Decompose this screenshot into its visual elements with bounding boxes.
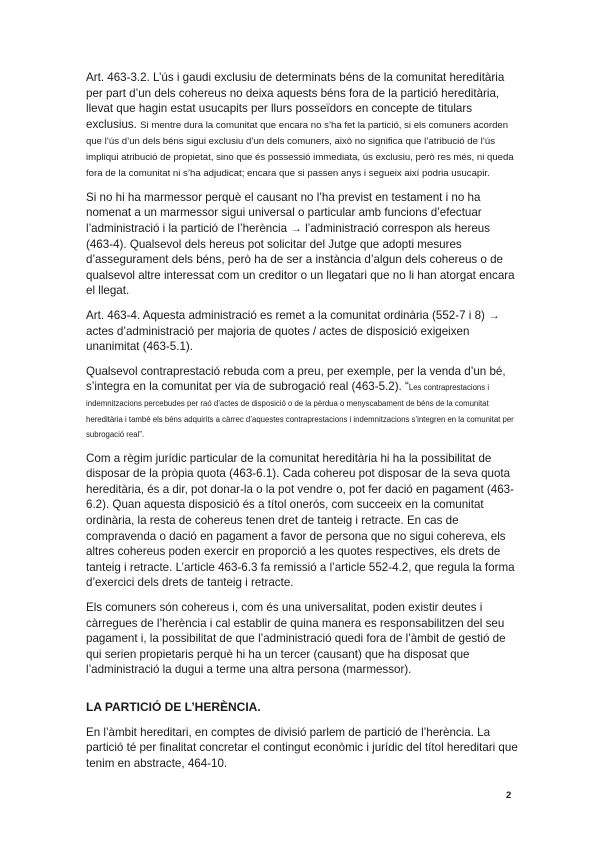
paragraph-note: Si mentre dura la comunitat que encara no s’ha fet la partició, si els comuners acorden que l’ús d’un dels béns sigui exclusiu d’un dels comuners, això no significa que l’atribució de l’ús impliqui atribució de propietat, sino que és possessió immediata, ús exclusiu, però res més, ni queda fora de la comunitat ni s’ha adjudicat; encara que si passen anys i segueix així podria usucapir. [86,119,514,179]
paragraph-text: Qualsevol contraprestació rebuda com a preu, per exemple, per la venda d’un bé, s’integra en la comunitat per via de subrogació real (463-5.2). “ [86,364,506,394]
paragraph-art-463-4: Art. 463-4. Aquesta administració es remet a la comunitat ordinària (552-7 i 8) → actes d’administració per majoria de quotes / actes de disposició exigeixen unanimitat (463-5.1). [86,308,500,354]
document-body [86,70,518,780]
paragraph-text: Art. 463-3.2. L’ús i gaudi exclusiu de determinats béns de la comunitat hereditària per part d’un dels cohereus no deixa aquests béns fora de la partició hereditària, llevat que hagin estat usucapits per llurs posseïdors en concepte de titulars exclusius. [86,71,505,131]
page-number: 2 [506,790,512,801]
paragraph-quote: Les contraprestacions i indemnitzacions percebudes per raó d’actes de disposició o de la pèrdua o menyscabament de béns de la comunitat hereditària i també els béns adquirits a càrrec d’aquestes contraprestacions i indemnitzacions s’integren en la comunitat per subrogació real”. [86,383,514,440]
section-heading: LA PARTICIÓ DE L’HERÈNCIA. [86,700,261,714]
paragraph-particio: En l’àmbit hereditari, en comptes de divisió parlem de partició de l’herència. La partició té per finalitat concretar el contingut econòmic i jurídic del títol hereditari que tenim en abstracte, 464-10. [86,725,518,770]
paragraph-art-463-3 [86,70,518,181]
paragraph-comuners: Els comuners són cohereus i, com és una universalitat, poden existir deutes i càrregues de l’herència i cal establir de quina manera es responsabilitzen del seu pagament i, la possibilitat de que l’administració quedi fora de l’àmbit de gestió de qui serien propietaris perquè hi ha un tercer (causant) que ha disposat que l’administració la dugui a terme una altra persona (marmessor). [86,601,506,677]
paragraph-regim-juridic: Com a règim jurídic particular de la comunitat hereditària hi ha la possibilitat de disposar de la pròpia quota (463-6.1). Cada cohereu pot disposar de la seva quota hereditària, és a dir, pot donar-la o la pot vendre o, pot fer dació en pagament (463-6.2). Quan aquesta disposició és a títol onerós, com succeeix en la comunitat ordinària, la resta de cohereus tenen dret de tanteig i retracte. En cas de compravenda o dació en pagament a favor de persona que no sigui cohereva, els altres cohereus poden exercir en proporció a les quotes respectives, els drets de tanteig i retracte. L’article 463-6.3 fa remissió a l’article 552-4.2, que regula la forma d’exercici dels drets de tanteig i retracte. [86,451,515,590]
paragraph-marmessor: Si no hi ha marmessor perquè el causant no l’ha previst en testament i no ha nomenat a un marmessor sigui universal o particular amb funcions d’efectuar l’administració i la partició de l’herència → l’administració correspon als hereus (463-4). Qualsevol dels hereus pot solicitar del Jutge que adopti mesures d’assegurament dels béns, però ha de ser a instància d’algun dels cohereus o de qualsevol altre interessat com un creditor o un llegatari que no li han atorgat encara el llegat. [86,190,515,298]
paragraph-subrogacio [86,364,518,442]
